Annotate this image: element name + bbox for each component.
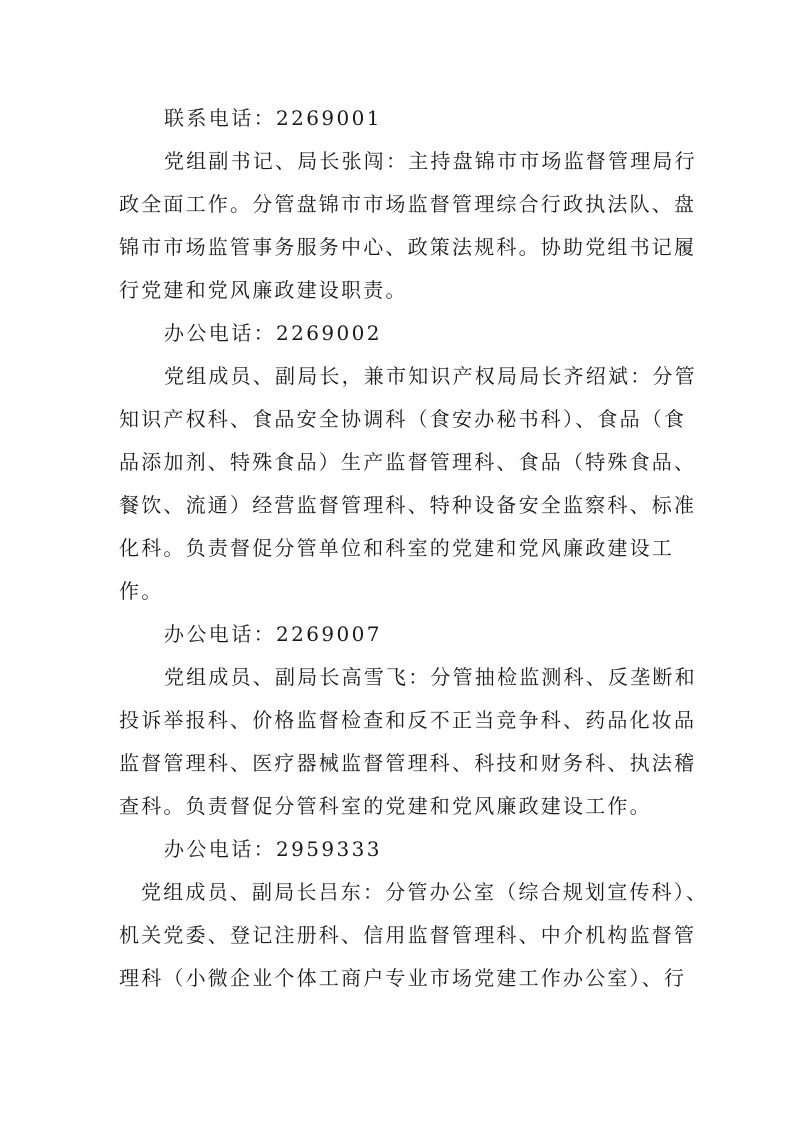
paragraph-qi-line-5: 化科。负责督促分管单位和科室的党建和党风廉政建设工 [119,536,674,560]
paragraph-lv-line-2: 机关党委、登记注册科、信用监督管理科、中介机构监督管 [119,923,697,947]
paragraph-zhang-line-3: 锦市市场监管事务服务中心、政策法规科。协助党组书记履 [119,235,697,259]
paragraph-qi-line-3: 品添加剂、特殊食品）生产监督管理科、食品（特殊食品、 [119,450,697,474]
paragraph-zhang-line-4: 行党建和党风廉政建设职责。 [119,278,408,302]
paragraph-gao-line-1: 党组成员、副局长高雪飞：分管抽检监测科、反垄断和 [164,665,697,689]
office-phone-line-1: 办公电话：2269002 [164,321,382,345]
paragraph-lv-line-1: 党组成员、副局长吕东：分管办公室（综合规划宣传科）、 [141,880,709,904]
paragraph-qi-line-4: 餐饮、流通）经营监督管理科、特种设备安全监察科、标准 [119,493,697,517]
paragraph-qi-line-6: 作。 [119,579,164,603]
paragraph-zhang-line-2: 政全面工作。分管盘锦市市场监督管理综合行政执法队、盘 [119,192,697,216]
office-phone-line-3: 办公电话：2959333 [164,837,382,861]
paragraph-zhang-line-1: 党组副书记、局长张闯：主持盘锦市市场监督管理局行 [164,149,697,173]
paragraph-gao-line-3: 监督管理科、医疗器械监督管理科、科技和财务科、执法稽 [119,751,697,775]
paragraph-gao-line-2: 投诉举报科、价格监督检查和反不正当竞争科、药品化妆品 [119,708,697,732]
contact-phone-line: 联系电话：2269001 [164,106,382,130]
paragraph-qi-line-2: 知识产权科、食品安全协调科（食安办秘书科）、食品（食 [119,407,687,431]
paragraph-gao-line-4: 查科。负责督促分管科室的党建和党风廉政建设工作。 [119,794,652,818]
paragraph-qi-line-1: 党组成员、副局长，兼市知识产权局局长齐绍斌：分管 [164,364,697,388]
paragraph-lv-line-3: 理科（小微企业个体工商户专业市场党建工作办公室）、行 [119,966,687,990]
office-phone-line-2: 办公电话：2269007 [164,622,382,646]
